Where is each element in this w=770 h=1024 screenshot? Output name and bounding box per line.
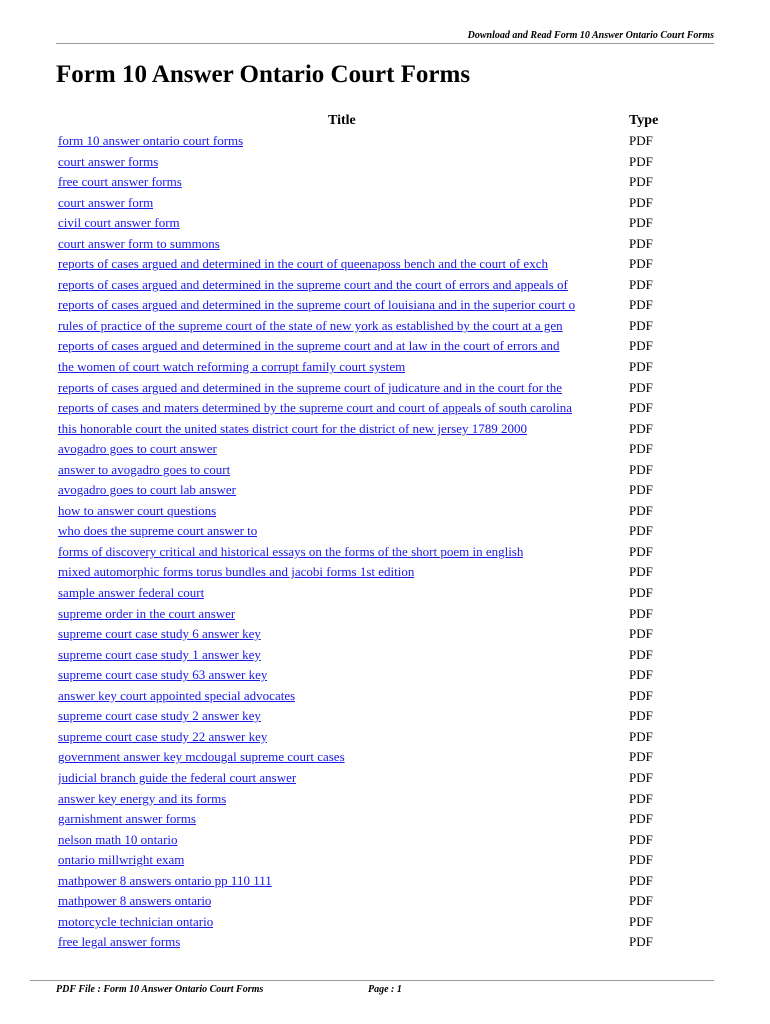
- file-type-label: PDF: [629, 461, 653, 477]
- document-link[interactable]: answer key energy and its forms: [58, 790, 227, 806]
- file-type-label: PDF: [629, 564, 653, 580]
- list-item: [58, 234, 678, 255]
- file-type-label: PDF: [629, 174, 653, 190]
- document-link[interactable]: reports of cases argued and determined in the supreme court and the court of errors and appeals of: [58, 276, 568, 292]
- list-item: [58, 254, 678, 275]
- file-type-label: PDF: [629, 708, 653, 724]
- file-type-label: PDF: [629, 585, 653, 601]
- column-header-title: Title: [328, 113, 356, 128]
- list-item: [58, 686, 678, 707]
- document-link[interactable]: answer key court appointed special advocates: [58, 687, 296, 703]
- file-type-label: PDF: [629, 297, 653, 313]
- file-type-label: PDF: [629, 379, 653, 395]
- file-type-label: PDF: [629, 872, 653, 888]
- file-type-label: PDF: [629, 420, 653, 436]
- file-type-label: PDF: [629, 153, 653, 169]
- file-type-label: PDF: [629, 317, 653, 333]
- document-link[interactable]: free legal answer forms: [58, 934, 181, 950]
- list-item: [58, 357, 678, 378]
- document-link[interactable]: who does the supreme court answer to: [58, 523, 258, 539]
- document-link[interactable]: supreme court case study 6 answer key: [58, 626, 261, 642]
- list-item: [58, 624, 678, 645]
- file-type-label: PDF: [629, 359, 653, 375]
- list-item: [58, 131, 678, 152]
- document-link[interactable]: supreme court case study 63 answer key: [58, 667, 268, 683]
- file-type-label: PDF: [629, 523, 653, 539]
- file-type-label: PDF: [629, 194, 653, 210]
- list-item: [58, 789, 678, 810]
- document-link[interactable]: free court answer forms: [58, 174, 182, 190]
- list-item: [58, 275, 678, 296]
- file-type-label: PDF: [629, 215, 653, 231]
- file-type-label: PDF: [629, 543, 653, 559]
- document-link[interactable]: reports of cases and maters determined by the supreme court and court of appeals of south carolina: [58, 400, 573, 416]
- document-link[interactable]: this honorable court the united states district court for the district of new jersey 1789 2000: [58, 420, 527, 436]
- list-item: [58, 316, 678, 337]
- document-link[interactable]: forms of discovery critical and historical essays on the forms of the short poem in english: [58, 543, 524, 559]
- file-type-label: PDF: [629, 133, 653, 148]
- list-item: [58, 152, 678, 173]
- list-item: [58, 213, 678, 234]
- document-link[interactable]: mathpower 8 answers ontario: [58, 893, 212, 909]
- file-type-label: PDF: [629, 605, 653, 621]
- document-link[interactable]: motorcycle technician ontario: [58, 913, 214, 929]
- document-link[interactable]: form 10 answer ontario court forms: [58, 133, 244, 148]
- list-item: [58, 521, 678, 542]
- file-type-label: PDF: [629, 235, 653, 251]
- file-type-label: PDF: [629, 852, 653, 868]
- document-link[interactable]: reports of cases argued and determined in the court of queenaposs bench and the court of exch: [58, 256, 548, 272]
- file-type-label: PDF: [629, 893, 653, 909]
- file-type-label: PDF: [629, 913, 653, 929]
- document-link[interactable]: judicial branch guide the federal court answer: [58, 769, 297, 785]
- file-type-label: PDF: [629, 934, 653, 950]
- list-item: [58, 727, 678, 748]
- file-type-label: PDF: [629, 482, 653, 498]
- document-link[interactable]: nelson math 10 ontario: [58, 831, 178, 847]
- document-link[interactable]: court answer form to summons: [58, 235, 220, 251]
- header-divider: [56, 43, 714, 44]
- file-type-label: PDF: [629, 502, 653, 518]
- list-item: [58, 809, 678, 830]
- list-item: [58, 542, 678, 563]
- column-header-type: Type: [629, 113, 659, 128]
- document-link[interactable]: the women of court watch reforming a corrupt family court system: [58, 359, 406, 375]
- file-type-label: PDF: [629, 831, 653, 847]
- document-link[interactable]: reports of cases argued and determined in the supreme court of louisiana and in the superior court o: [58, 297, 576, 313]
- list-item: [58, 336, 678, 357]
- list-item: [58, 439, 678, 460]
- file-type-label: PDF: [629, 256, 653, 272]
- file-type-label: PDF: [629, 338, 653, 354]
- document-link[interactable]: court answer form: [58, 194, 154, 210]
- footer-file-label: PDF File : Form 10 Answer Ontario Court Forms: [56, 984, 264, 995]
- document-link[interactable]: avogadro goes to court lab answer: [58, 482, 236, 498]
- document-link[interactable]: court answer forms: [58, 153, 159, 169]
- document-link[interactable]: rules of practice of the supreme court of the state of new york as established by the court at a gen: [58, 317, 563, 333]
- document-link[interactable]: reports of cases argued and determined in the supreme court and at law in the court of errors and: [58, 338, 560, 354]
- list-item: [58, 604, 678, 625]
- list-item: [58, 912, 678, 933]
- document-link[interactable]: supreme court case study 2 answer key: [58, 708, 261, 724]
- document-link[interactable]: sample answer federal court: [58, 585, 205, 601]
- list-item: [58, 172, 678, 193]
- file-type-label: PDF: [629, 769, 653, 785]
- file-type-label: PDF: [629, 667, 653, 683]
- file-type-label: PDF: [629, 626, 653, 642]
- footer-page-number: Page : 1: [368, 984, 402, 995]
- document-link[interactable]: avogadro goes to court answer: [58, 441, 217, 457]
- file-type-label: PDF: [629, 687, 653, 703]
- file-type-label: PDF: [629, 400, 653, 416]
- list-item: [58, 398, 678, 419]
- document-link[interactable]: government answer key mcdougal supreme court cases: [58, 749, 345, 765]
- list-item: [58, 645, 678, 666]
- list-item: [58, 850, 678, 871]
- list-item: [58, 378, 678, 399]
- list-item: [58, 480, 678, 501]
- document-link[interactable]: garnishment answer forms: [58, 811, 196, 827]
- running-header: Download and Read Form 10 Answer Ontario Court Forms: [467, 30, 714, 41]
- list-item: [58, 562, 678, 583]
- list-item: [58, 871, 678, 892]
- document-link[interactable]: ontario millwright exam: [58, 852, 185, 868]
- list-item: [58, 583, 678, 604]
- document-link[interactable]: mixed automorphic forms torus bundles and jacobi forms 1st edition: [58, 564, 415, 580]
- file-type-label: PDF: [629, 811, 653, 827]
- list-item: [58, 295, 678, 316]
- document-link[interactable]: supreme order in the court answer: [58, 605, 236, 621]
- file-type-label: PDF: [629, 790, 653, 806]
- list-item: [58, 830, 678, 851]
- document-list: [58, 131, 678, 953]
- file-type-label: PDF: [629, 749, 653, 765]
- document-link[interactable]: answer to avogadro goes to court: [58, 461, 231, 477]
- file-type-label: PDF: [629, 646, 653, 662]
- document-link[interactable]: how to answer court questions: [58, 502, 217, 518]
- list-item: [58, 501, 678, 522]
- page-title: Form 10 Answer Ontario Court Forms: [56, 61, 471, 88]
- list-item: [58, 747, 678, 768]
- document-link[interactable]: reports of cases argued and determined in the supreme court of judicature and in the court for the: [58, 379, 563, 395]
- footer-divider: [30, 980, 714, 981]
- document-link[interactable]: supreme court case study 1 answer key: [58, 646, 261, 662]
- list-item: [58, 665, 678, 686]
- list-item: [58, 460, 678, 481]
- document-link[interactable]: supreme court case study 22 answer key: [58, 728, 268, 744]
- document-link[interactable]: civil court answer form: [58, 215, 180, 231]
- list-item: [58, 768, 678, 789]
- file-type-label: PDF: [629, 441, 653, 457]
- list-item: [58, 932, 678, 953]
- list-item: [58, 193, 678, 214]
- list-item: [58, 706, 678, 727]
- list-item: [58, 891, 678, 912]
- document-link[interactable]: mathpower 8 answers ontario pp 110 111: [58, 872, 272, 888]
- file-type-label: PDF: [629, 276, 653, 292]
- file-type-label: PDF: [629, 728, 653, 744]
- list-item: [58, 419, 678, 440]
